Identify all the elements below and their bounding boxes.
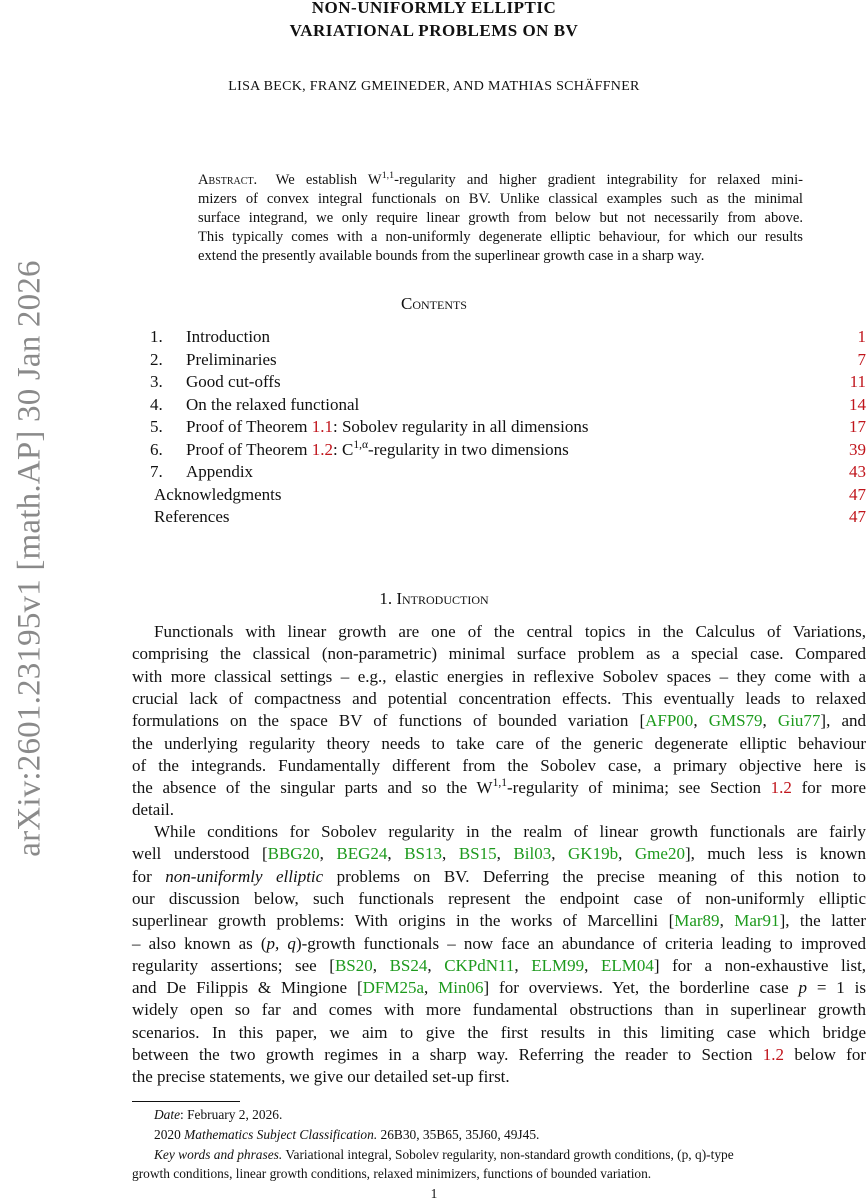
text-run: of the integrands. Fundamentally different from the Sobolev case, a primary objective here is [132, 755, 866, 775]
page-number: 1 [430, 1186, 438, 1201]
text-run: detail. [132, 800, 175, 820]
text-run: Proof of Theorem [186, 439, 312, 459]
arxiv-identifier-stamp: arXiv:2601.23195v1 [math.AP] 30 Jan 2026 [11, 260, 48, 857]
text-run: p, q [266, 933, 296, 953]
text-run: This typically comes with a non-uniformly degenerate elliptic behaviour, for which our results [198, 229, 803, 245]
paragraph-line [132, 711, 866, 731]
text-run: Preliminaries [186, 349, 277, 369]
paragraph-line [132, 1000, 866, 1020]
text-run: = 1 is [807, 978, 867, 998]
citation-link[interactable]: BS15 [458, 844, 497, 864]
toc-entry[interactable] [150, 462, 866, 484]
citation-link[interactable]: Gme20 [634, 844, 685, 864]
text-run: scenarios. In this paper, we aim to give the first results in this limiting case which bridge [132, 1022, 866, 1042]
paragraph-line [132, 889, 866, 909]
keywords-label: Key words and phrases. [154, 1147, 283, 1162]
citation-link[interactable]: GMS79 [708, 711, 763, 731]
paragraph-line [132, 934, 866, 954]
text-run: , [442, 844, 459, 864]
toc-entry[interactable] [150, 417, 866, 439]
citation-link[interactable]: Min06 [438, 978, 484, 998]
citation-link[interactable]: GK19b [568, 844, 619, 864]
msc-year: 2020 [154, 1127, 185, 1142]
toc-entry[interactable] [150, 327, 866, 349]
text-run: Good cut-offs [186, 372, 281, 391]
citation-link[interactable]: CKPdN11 [444, 955, 515, 975]
citation-link[interactable]: AFP00 [645, 711, 694, 731]
toc-number: 7. [150, 462, 163, 481]
text-run: the underlying regularity theory needs to take care of the generic degenerate elliptic behaviour [132, 733, 866, 753]
date-label: Date [154, 1107, 181, 1122]
text-run: ], and [820, 711, 866, 731]
text-run: the absence of the singular parts and so the W [132, 778, 493, 798]
cross-reference-link[interactable]: 1.1 [311, 417, 333, 436]
paragraph-line [132, 844, 866, 864]
text-run: p [798, 978, 807, 998]
paragraph-line [132, 1067, 866, 1087]
toc-title [154, 485, 281, 505]
toc-entry[interactable] [150, 507, 866, 529]
text-run: for more [791, 778, 866, 798]
toc-page-link[interactable]: 39 [849, 439, 866, 459]
text-run: non-uniformly elliptic [165, 866, 324, 886]
text-run: -regularity of minima; see Section [507, 778, 771, 798]
toc-title [186, 372, 281, 392]
toc-title [186, 327, 270, 347]
authors: LISA BECK, FRANZ GMEINEDER, AND MATHIAS SCHÄFFNER [228, 79, 640, 94]
text-run: : Sobolev regularity in all dimensions [333, 417, 589, 436]
text-run: below for [784, 1045, 866, 1064]
text-run: Acknowledgments [154, 484, 282, 504]
toc-number: 1. [150, 327, 163, 346]
text-run: ] for overviews. Yet, the borderline case [483, 978, 799, 998]
text-run: , [584, 955, 601, 975]
paragraph-line [132, 778, 866, 798]
text-run: , [372, 955, 390, 975]
toc-entry[interactable] [150, 485, 866, 507]
text-run: Functionals with linear growth are one of the central topics in the Calculus of Variations, [154, 622, 866, 641]
text-run: mizers of convex integral functionals on BV. Unlike classical examples such as the minimal [198, 191, 803, 207]
section-title: Introduction [396, 589, 489, 608]
abstract-line [198, 229, 803, 246]
text-run: Proof of Theorem [186, 417, 312, 436]
text-run: with more classical settings – e.g., elastic energies in reflexive Sobolev spaces – they come with a [132, 666, 866, 686]
text-run: 1,1 [492, 776, 507, 790]
date-value: : February 2, 2026. [180, 1107, 283, 1122]
paragraph-line [132, 734, 866, 754]
text-run: , [424, 978, 439, 998]
citation-link[interactable]: ELM04 [600, 955, 654, 975]
section-number: 1. [379, 589, 393, 608]
toc-title [186, 350, 277, 370]
text-run: comprising the classical (non-parametric) minimal surface problem as a special case. Compared [132, 644, 866, 664]
toc-page-link[interactable]: 17 [849, 417, 866, 436]
toc-number: 6. [150, 439, 163, 459]
text-run: crucial lack of compactness and potential concentration effects. This eventually leads to relaxed [132, 688, 866, 708]
abstract-line [198, 210, 803, 227]
text-run: 1,α [353, 437, 369, 451]
toc-page-link[interactable]: 1 [857, 327, 866, 346]
toc-title [186, 437, 569, 460]
text-run: , [514, 955, 532, 975]
paper-title-line-1: NON-UNIFORMLY ELLIPTIC [311, 0, 557, 17]
text-run: extend the presently available bounds from the superlinear growth case in a sharp way. [198, 248, 705, 264]
citation-link[interactable]: BEG24 [336, 844, 388, 864]
toc-number: 3. [150, 372, 163, 391]
text-run: , [693, 711, 709, 731]
text-run: On the relaxed functional [186, 394, 360, 414]
cross-reference-link[interactable]: 1.2 [762, 1045, 785, 1064]
citation-link[interactable]: BS20 [334, 955, 373, 975]
text-run: : C [333, 439, 354, 459]
toc-page-link[interactable]: 7 [857, 349, 866, 369]
paragraph-line [132, 1023, 866, 1043]
citation-link[interactable]: Bil03 [513, 844, 552, 864]
text-run: , [618, 844, 635, 864]
text-run: well understood [ [132, 844, 268, 864]
text-run: between the two growth regimes in a sharp way. Referring the reader to Section [132, 1045, 763, 1064]
text-run: -regularity in two dimensions [368, 439, 569, 459]
msc-label: Mathematics Subject Classification. [184, 1127, 378, 1142]
text-run: formulations on the space BV of functions of bounded variation [ [132, 711, 646, 731]
text-run: ] for a non-exhaustive list, [653, 955, 867, 975]
text-run: and De Filippis & Mingione [ [132, 978, 363, 998]
text-run: 1,1 [381, 170, 395, 182]
paragraph-line [154, 822, 866, 842]
citation-link[interactable]: Giu77 [777, 711, 821, 731]
paragraph-line [132, 800, 866, 820]
citation-link[interactable]: Mar91 [734, 911, 780, 931]
text-run: )-growth functionals – now face an abundance of criteria leading to improved [295, 933, 866, 953]
text-run: , [387, 844, 405, 864]
text-run: regularity assertions; see [ [132, 955, 335, 975]
paragraph-line [132, 756, 866, 776]
section-heading [0, 589, 868, 609]
footnote-msc [154, 1127, 539, 1143]
text-run: ], the latter [779, 911, 866, 931]
text-run: , [719, 911, 735, 931]
toc-number: 4. [150, 394, 163, 414]
paragraph-line [132, 978, 866, 998]
text-run: ], much less is known [684, 844, 866, 864]
toc-page-link[interactable]: 47 [849, 484, 866, 504]
msc-codes: 26B30, 35B65, 35J60, 49J45. [377, 1127, 540, 1142]
text-run: , [496, 844, 514, 864]
contents-heading [0, 294, 868, 314]
abstract-label: Abstract. [198, 172, 269, 188]
text-run: Introduction [186, 327, 271, 346]
citation-link[interactable]: Mar89 [674, 911, 720, 931]
toc-number: 2. [150, 349, 163, 369]
text-run: widely open so far and comes with more fundamental obstructions than in superlinear growth [132, 1000, 866, 1020]
text-run: We establish W [275, 172, 382, 188]
footnote-keywords-cont: growth conditions, linear growth conditions, relaxed minimizers, functions of bounded variation. [132, 1166, 652, 1181]
toc-title [154, 507, 230, 527]
abstract-line [198, 248, 803, 265]
toc-number: 5. [150, 417, 163, 436]
keywords-line-1: Variational integral, Sobolev regularity, non-standard growth conditions, (p, q)-type [282, 1147, 734, 1162]
toc-page-link[interactable]: 11 [849, 372, 866, 391]
toc-page-link[interactable]: 43 [849, 462, 866, 481]
text-run: problems on BV. Deferring the precise meaning of this notion to [323, 866, 867, 886]
paragraph-line [132, 911, 866, 931]
citation-link[interactable]: DFM25a [362, 978, 425, 998]
toc-entry[interactable] [150, 395, 866, 417]
text-run: for [132, 866, 166, 886]
text-run: , [427, 955, 445, 975]
paragraph-line [154, 622, 866, 642]
text-run: superlinear growth problems: With origins in the works of Marcellini [ [132, 911, 675, 931]
cross-reference-link[interactable]: 1.2 [770, 778, 792, 798]
toc-title [186, 395, 359, 415]
citation-link[interactable]: ELM99 [531, 955, 585, 975]
toc-title [186, 417, 588, 437]
toc-page-link[interactable]: 47 [849, 507, 866, 526]
toc-entry[interactable] [150, 372, 866, 394]
toc-entry[interactable] [150, 437, 866, 462]
text-run: – also known as ( [132, 933, 267, 953]
paragraph-line [132, 667, 866, 687]
text-run: , [319, 844, 337, 864]
abstract-line [198, 191, 803, 208]
text-run: our discussion below, such functionals represent the endpoint case of non-uniformly elliptic [132, 888, 866, 908]
abstract-line [198, 172, 803, 189]
paper-title-line-2: VARIATIONAL PROBLEMS ON BV [289, 21, 579, 40]
citation-link[interactable]: BS24 [389, 955, 428, 975]
text-run: the precise statements, we give our detailed set-up first. [132, 1067, 510, 1087]
paragraph-line [132, 689, 866, 709]
paragraph-line [132, 1045, 866, 1065]
toc-entry[interactable] [150, 350, 866, 372]
text-run: surface integrand, we only require linear growth from below but not necessarily from above. [198, 210, 803, 226]
paragraph-line [132, 867, 866, 887]
text-run: Appendix [186, 462, 254, 481]
contents-heading-text: Contents [400, 294, 467, 313]
footnote-rule [132, 1101, 240, 1102]
text-run: While conditions for Sobolev regularity in the realm of linear growth functionals are fairly [154, 822, 866, 841]
text-run: -regularity and higher gradient integrability for relaxed mini- [394, 172, 803, 188]
footnote-keywords [154, 1147, 734, 1163]
citation-link[interactable]: BBG20 [267, 844, 320, 864]
paragraph-line [132, 956, 866, 976]
cross-reference-link[interactable]: 1.2 [311, 439, 333, 459]
toc-title [186, 462, 253, 482]
citation-link[interactable]: BS13 [404, 844, 442, 864]
footnote-date [154, 1107, 282, 1123]
text-run: , [551, 844, 569, 864]
toc-page-link[interactable]: 14 [849, 394, 866, 414]
text-run: References [154, 507, 230, 526]
paragraph-line [132, 644, 866, 664]
text-run: , [762, 711, 778, 731]
